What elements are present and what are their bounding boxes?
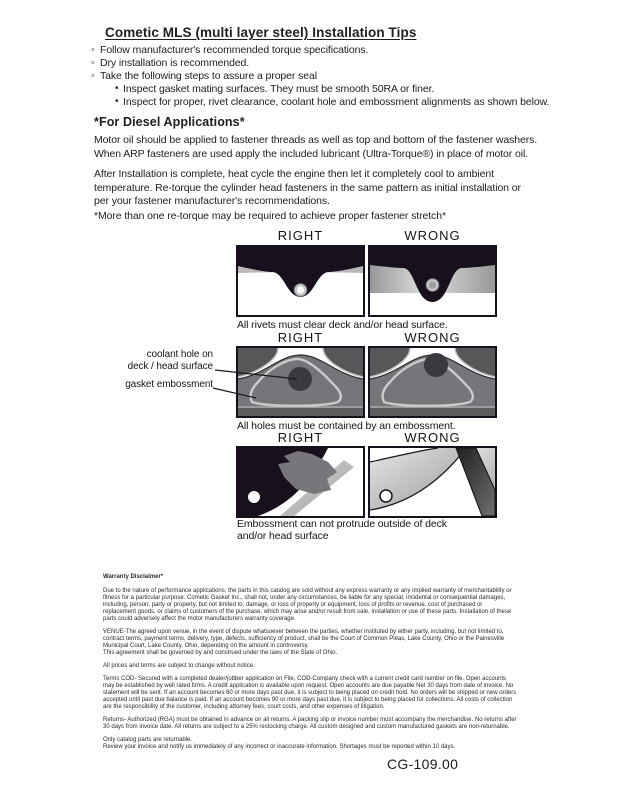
embossment-wrong-diagram xyxy=(368,346,497,418)
row1-wrong-label: WRONG xyxy=(404,228,461,243)
filled-bullet-icon: • xyxy=(115,96,119,107)
row1-caption: All rivets must clear deck and/or head surface. xyxy=(237,319,448,331)
row3-right-label: RIGHT xyxy=(277,430,324,445)
list-item xyxy=(91,44,368,57)
warranty-disclaimer-heading: Warranty Disclaimer* xyxy=(103,574,164,580)
callout-line: deck / head surface xyxy=(127,360,213,372)
tip-text: Inspect gasket mating surfaces. They must be smooth 50RA or finer. xyxy=(123,83,435,95)
rivet-right-diagram xyxy=(236,245,365,317)
tips-list xyxy=(91,44,368,83)
open-bullet-icon: ◦ xyxy=(91,44,95,56)
row1-right-label: RIGHT xyxy=(277,228,324,243)
diesel-paragraph-2: After Installation is complete, heat cycle the engine then let it completely cool to ambient temperature. Re-torque the cylinder head fasteners in the same pattern as initial installation or per your fastener manufacturer's recommendations. xyxy=(94,168,521,207)
prices-paragraph: All prices and terms are subject to change without notice. xyxy=(103,663,255,669)
caption-line: and/or head surface xyxy=(237,529,329,542)
rivet-wrong-illustration xyxy=(370,247,495,315)
list-item xyxy=(115,83,549,96)
diesel-heading: *For Diesel Applications* xyxy=(94,115,245,129)
warranty-paragraph: Due to the nature of performance applications, the parts in this catalog are sold without any express warranty or any implied warranty of merchantability or fitness for a particular purpose. Cometic Gasket Inc., shall not, under any circumstances, be liable for any special, incidental or consequential damages, including, person, party or property, but not limited to, damage, or loss of property or equipment, loss of profits or revenue, cost of purchased or replacement goods, or claims of customers of the purchase, which may arise and/or result from sale, installation or use of these parts. Installation of these parts could adversely affect the motor manufacturers warranty coverage. xyxy=(103,588,512,622)
list-item xyxy=(91,70,368,83)
row3-wrong-label: WRONG xyxy=(404,430,461,445)
row3-caption xyxy=(237,519,477,542)
rivet-right-illustration xyxy=(238,247,363,315)
page-part-number: CG-109.00 xyxy=(387,756,459,772)
tip-text: Inspect for proper, rivet clearance, coolant hole and embossment alignments as shown below. xyxy=(123,96,550,108)
diesel-paragraph-1: Motor oil should be applied to fastener threads as well as top and bottom of the fastener washers. When ARP fasteners are used apply the included lubricant (Ultra-Torque®) in place of motor oil. xyxy=(94,134,538,160)
open-bullet-icon: ◦ xyxy=(91,57,95,69)
embossment-right-illustration xyxy=(238,348,363,416)
list-item xyxy=(91,57,368,70)
protrusion-wrong-illustration xyxy=(370,448,495,516)
filled-bullet-icon: • xyxy=(115,83,119,94)
gasket-embossment-callout: gasket embossment xyxy=(125,379,213,390)
embossment-wrong-illustration xyxy=(370,348,495,416)
embossment-right-diagram xyxy=(236,346,365,418)
tip-text: Dry installation is recommended. xyxy=(100,57,250,69)
callout-line: coolant hole on xyxy=(146,349,213,360)
legal-section xyxy=(103,574,517,757)
tip-text: Follow manufacturer's recommended torque specifications. xyxy=(100,44,369,56)
row2-wrong-label: WRONG xyxy=(404,330,461,345)
caption-line: Embossment can not protrude outside of deck xyxy=(237,518,447,530)
retorque-note: *More than one re-torque may be required to achieve proper fastener stretch* xyxy=(94,210,446,222)
row2-caption: All holes must be contained by an embossment. xyxy=(237,420,456,432)
protrusion-wrong-diagram xyxy=(368,446,497,518)
row2-right-label: RIGHT xyxy=(277,330,324,345)
venue-paragraph: VENUE-The agreed upon venue, in the event of dispute whatsoever between the parties, whether instituted by either party, including, but not limited to, contract terms, payment terms, delivery, type, defects, sufficiency of product, shall be the Court of Common Pleas, Lake County, Ohio or the Painesville Municipal Court, Lake County, Ohio, depending on the amount in controversy. xyxy=(103,629,505,649)
protrusion-right-diagram xyxy=(236,446,365,518)
rivet-wrong-diagram xyxy=(368,245,497,317)
coolant-hole-callout xyxy=(96,349,213,372)
open-bullet-icon: ◦ xyxy=(91,70,95,82)
list-item xyxy=(115,96,549,109)
protrusion-right-illustration xyxy=(238,448,363,516)
returns-paragraph: Returns- Authorized (RGA) must be obtained in advance on all returns. A packing slip or invoice number must accompany the merchandise. No returns after 30 days from invoice date. All returns are subject to a 25% restocking charge. All custom designed and custom manufactured gaskets are non-returnable. xyxy=(103,717,517,730)
page-title: Cometic MLS (multi layer steel) Installation Tips xyxy=(105,25,417,40)
tip-text: Take the following steps to assure a proper seal xyxy=(100,70,317,82)
governing-law-paragraph: This agreement shall be governed by and construed under the laws of the State of Ohio. xyxy=(103,650,338,656)
terms-paragraph: Terms COD- Secured with a completed dealer/jobber application on File, COD-Company check with a current credit card number on file. Open accounts may be established by well rated firms. A credit application is available upon request. Open accounts are due payable Net 30 days from date of invoice. No statement will be sent. If an account becomes 60 or more days past due, it is subject to being placed on credit hold. No orders will be shipped or new orders accepted until past due balance is paid. If an account becomes 90 or more days past due, it is subject to being placed for collections. All costs of collection are the responsibility of the customer, including attorney fees, court costs, and other expenses of litigation. xyxy=(103,676,517,710)
catalog-returns-paragraph: Only catalog parts are returnable. xyxy=(103,737,193,743)
review-invoice-paragraph: Review your invoice and notify us immediately of any incorrect or inaccurate information. Shortages must be reported within 10 days. xyxy=(103,744,456,750)
tips-sublist xyxy=(115,83,549,109)
